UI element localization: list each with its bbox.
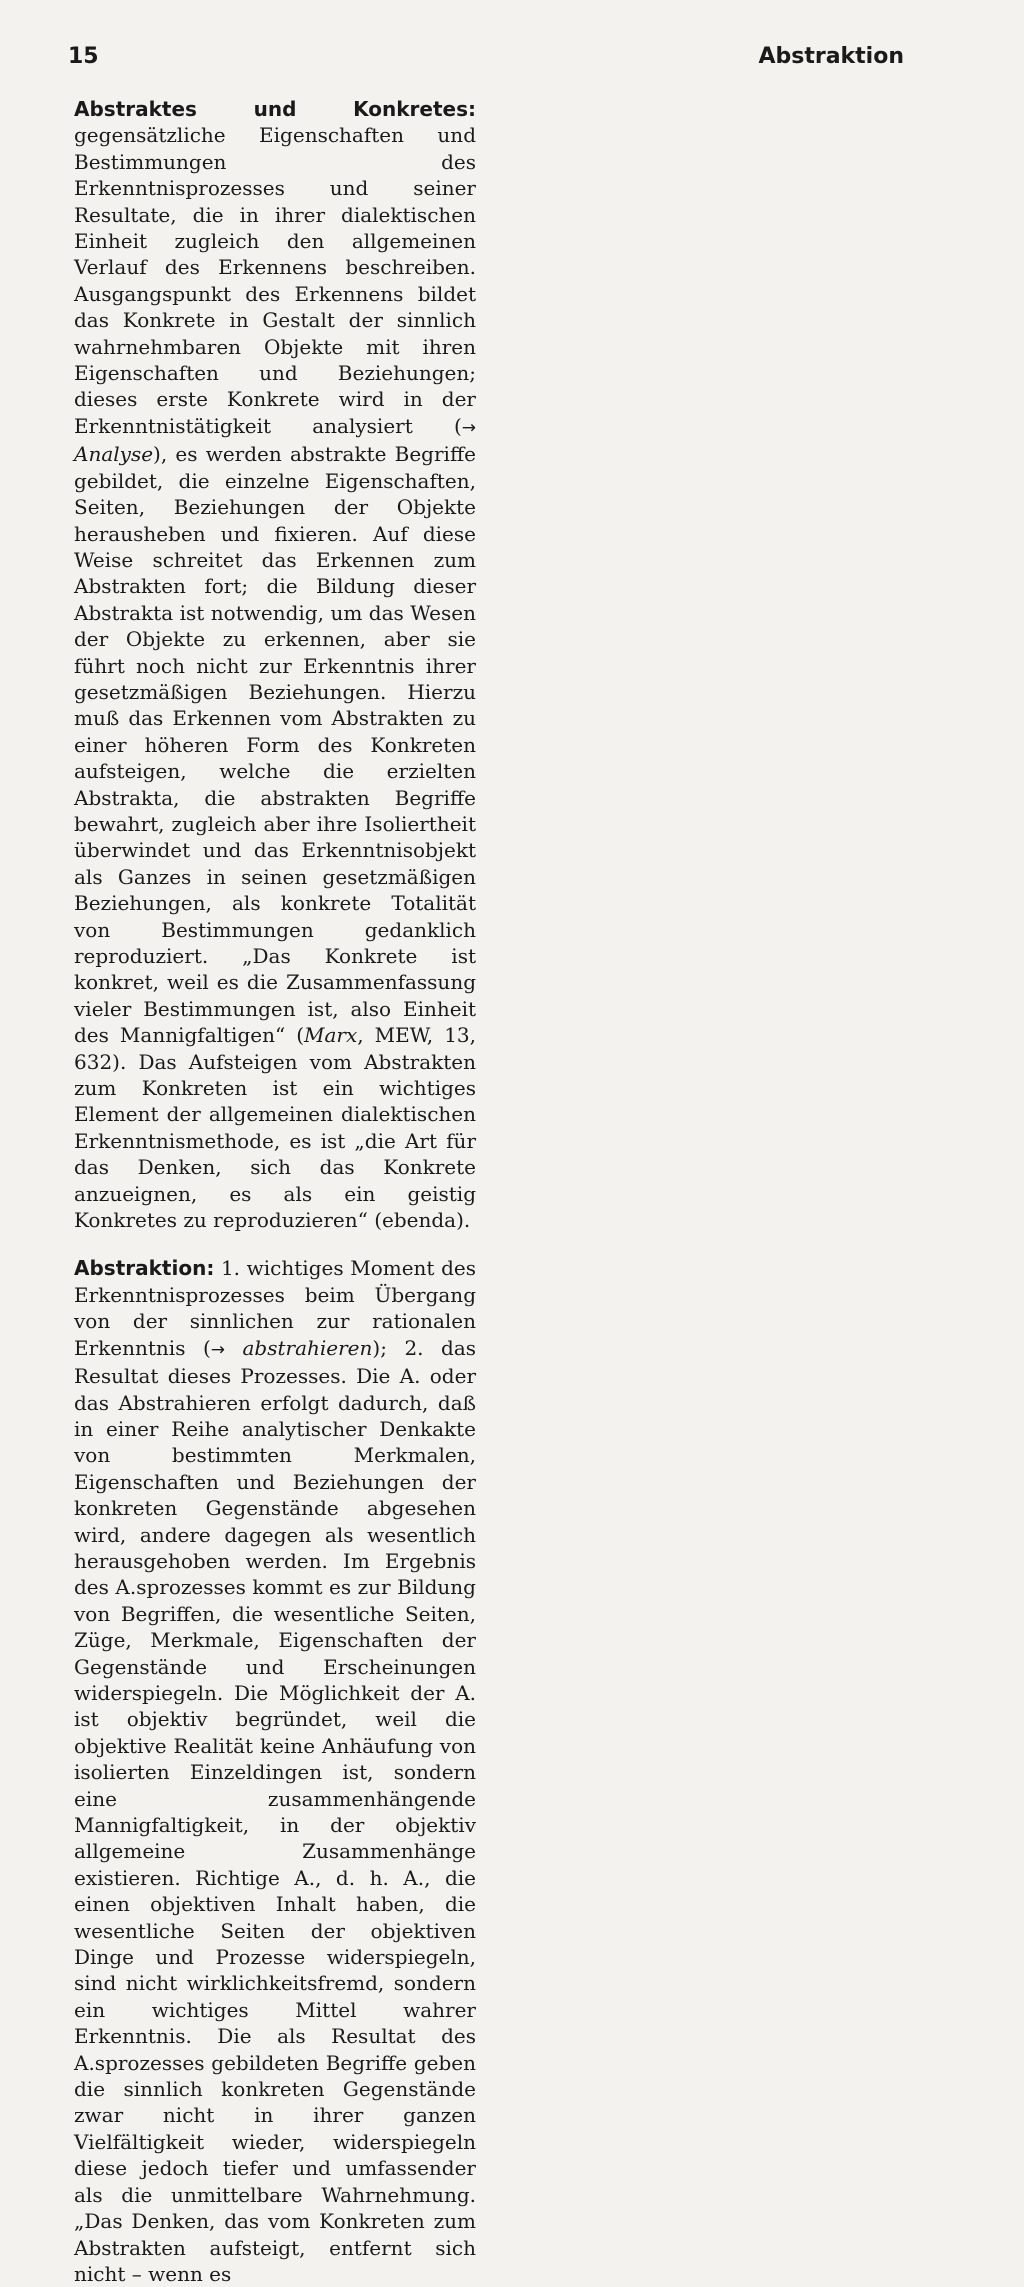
cross-reference-link[interactable]: Analyse xyxy=(74,442,154,467)
entry-headword: Abstraktion: xyxy=(74,1256,215,1281)
entry-text: , MEW, 13, 632). Das Aufsteigen vom Abstrakten zum Konkreten ist ein wichtiges Element der allgemeinen dialektischen Erkenntnismethode, es ist „die Art für das Denken, sich das Konkrete anzueignen, es als ein geistig Konkretes zu reproduzieren“ (ebenda). xyxy=(74,1023,476,1233)
cross-reference-arrow-icon: → xyxy=(461,417,476,438)
entry-text: ); 2. das Resultat dieses Prozesses. Die A. oder das Abstrahieren erfolgt dadurch, daß in einer Reihe analytischer Denkakte von bestimmten Merkmalen, Eigenschaften und Beziehungen der konkreten Gegenstände abgesehen wird, andere dagegen als wesentlich herausgehoben werden. Im Ergebnis des A.sprozesses kommt es zur Bildung von Begriffen, die wesentliche Seiten, Züge, Merkmale, Eigenschaften der Gegenstände und Erscheinungen widerspiegeln. Die Möglichkeit der A. ist objektiv begründet, weil die objektive Realität keine Anhäufung von isolierten Einzeldingen ist, sondern eine zusammenhängende Mannigfaltigkeit, in der objektiv allgemeine Zusammenhänge existieren. Richtige A., d. h. A., die einen objektiven Inhalt haben, die wesentliche Seiten der objektiven Dinge und Prozesse widerspiegeln, sind nicht wirklichkeitsfremd, sondern ein wichtiges Mittel wahrer Erkenntnis. Die als Resultat des A.sprozesses gebildeten Begriffe geben die sinnlich konkreten Gegenstände zwar nicht in ihrer ganzen Vielfältigkeit wieder, widerspiegeln diese jedoch tiefer und umfassender als die unmittelbare Wahrnehmung. „Das Denken, das vom Konkreten zum Abstrakten aufsteigt, entfernt sich nicht – wenn es xyxy=(74,1335,476,2286)
left-column xyxy=(74,96,476,2287)
cross-reference-link[interactable]: abstrahieren xyxy=(225,1335,373,1360)
entry-text: gegensätzliche Eigenschaften und Bestimmungen des Erkenntnisprozesses und seiner Resultate, die in ihrer dialektischen Einheit zugleich den allgemeinen Verlauf des Erkennens beschreiben. Ausgangspunkt des Erkennens bildet das Konkrete in Gestalt der sinnlich wahrnehmbaren Objekte mit ihren Eigenschaften und Beziehungen; dieses erste Konkrete wird in der Erkenntnistätigkeit analysiert ( xyxy=(74,123,476,438)
entry-text: ), es werden abstrakte Begriffe gebildet, die einzelne Eigenschaften, Seiten, Beziehungen der Objekte herausheben und fixieren. Auf diese Weise schreitet das Erkennen zum Abstrakten fort; die Bildung dieser Abstrakta ist notwendig, um das Wesen der Objekte zu erkennen, aber sie führt noch nicht zur Erkenntnis ihrer gesetzmäßigen Beziehungen. Hierzu muß das Erkennen vom Abstrakten zu einer höheren Form des Konkreten aufsteigen, welche die erzielten Abstrakta, die abstrakten Begriffe bewahrt, zugleich aber ihre Isoliertheit überwindet und das Erkenntnisobjekt als Ganzes in seinen gesetzmäßigen Beziehungen, als konkrete Totalität von Bestimmungen gedanklich reproduziert. „Das Konkrete ist konkret, weil es die Zusammenfassung vieler Bestimmungen ist, also Einheit des Mannigfaltigen“ ( xyxy=(74,442,476,1048)
entry-text: 1. wichtiges Moment des Erkenntnisprozesses beim Übergang von der sinnlichen zur rationalen Erkenntnis ( xyxy=(74,1256,476,1360)
entry-headword: Abstraktes und Konkretes: xyxy=(74,97,476,121)
entry-abstraktes-und-konkretes xyxy=(74,96,476,1233)
entry-abstraktion xyxy=(74,1255,476,2287)
page-number: 15 xyxy=(68,44,99,69)
cross-reference-arrow-icon: → xyxy=(210,1339,225,1360)
source-citation: Marx xyxy=(304,1023,358,1048)
running-head: Abstraktion xyxy=(758,44,904,69)
